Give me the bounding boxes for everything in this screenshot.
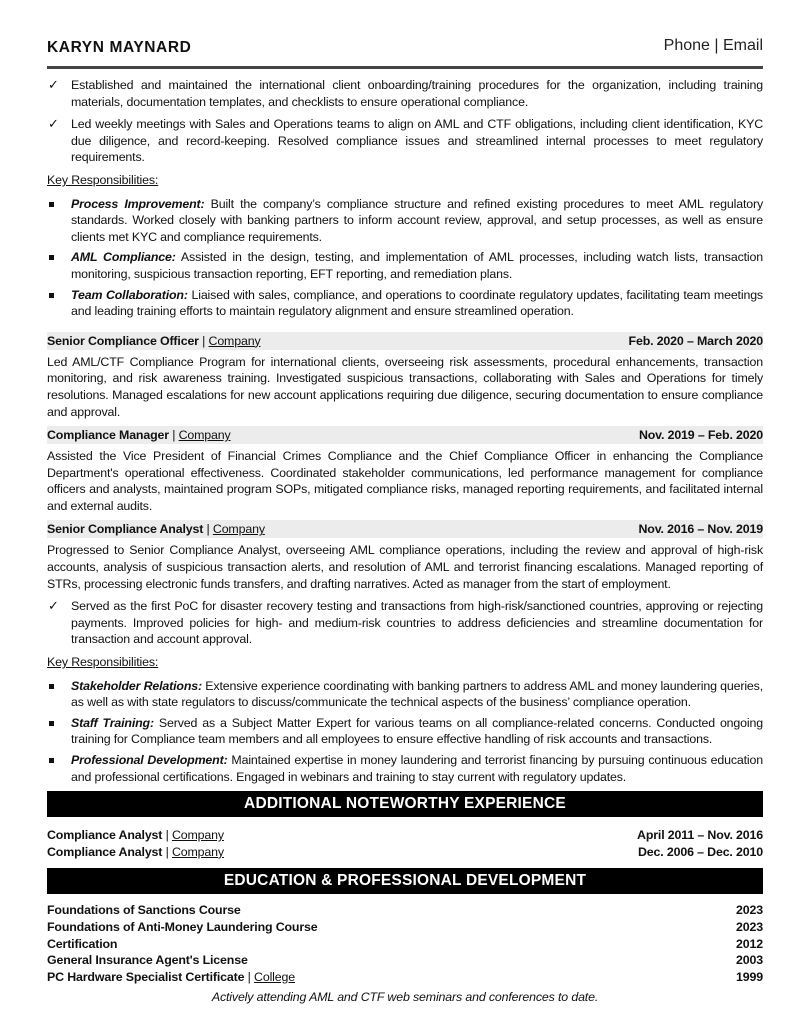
role-header [47, 426, 763, 444]
achievement-item [47, 116, 763, 166]
education-separator: | [244, 969, 255, 984]
education-row [47, 936, 763, 953]
responsibility-text: Served as a Subject Matter Expert for various teams on all compliance-related concerns. Conducted ongoing training for Compliance team members and all employees to ensure effective handling of risk accounts and transactions. [71, 715, 763, 747]
role-company: Company [178, 428, 231, 443]
responsibility-title: Professional Development: [71, 753, 228, 767]
checkmark-icon: ✓ [48, 598, 59, 614]
education-row [47, 902, 763, 919]
experience-dates: Dec. 2006 – Dec. 2010 [638, 844, 763, 859]
square-bullet-icon [49, 255, 54, 260]
education-title: PC Hardware Specialist Certificate [47, 969, 245, 984]
square-bullet-icon [49, 721, 54, 726]
achievement-text: Established and maintained the international client onboarding/training procedures for the organization, including training materials, documentation templates, and checklists to ensure operational compliance. [71, 78, 763, 109]
experience-row [47, 844, 763, 861]
education-row [47, 919, 763, 936]
education-title: Foundations of Sanctions Course [47, 903, 241, 918]
education-year: 2003 [736, 953, 763, 968]
education-note: Actively attending AML and CTF web seminars and conferences to date. [211, 990, 599, 1005]
experience-row [47, 827, 763, 844]
checkmark-icon: ✓ [48, 116, 59, 132]
role-summary: Progressed to Senior Compliance Analyst, overseeing AML compliance operations, including the review and approval of high-risk accounts, analysis of suspicious transaction alerts, and resolution of AML and terrorist financing escalations. Managed reporting of STRs, processing electronic funds transfers, and drafting narratives. Acted as manager from the start of employment. [47, 543, 763, 591]
candidate-name: KARYN MAYNARD [47, 39, 192, 56]
achievement-text: Served as the first PoC for disaster recovery testing and transactions from high-risk/sanctioned countries, approving or rejecting payments. Improved policies for high- and medium-risk countries to address deficiencies and streamline documentation for transaction and account approval. [71, 599, 763, 647]
additional-experience-heading: ADDITIONAL NOTEWORTHY EXPERIENCE [47, 791, 763, 817]
responsibility-item [47, 678, 763, 711]
responsibility-text: Built the company’s compliance structure and refined existing procedures to meet AML regulatory standards. Worked closely with banking partners to inform account review, approval, and setup processes, as well as ensure clients met KYC and compliance requirements. [71, 196, 763, 244]
role-separator: | [198, 333, 209, 348]
role-summary: Assisted the Vice President of Financial Crimes Compliance and the Chief Compliance Officer in enhancing the Compliance Department's operational effectiveness. Coordinated stakeholder communications, led performance management for compliance officers and analysts, maintained program SOPs, mitigated compliance risks, managed reporting requirements, and facilitated internal and external audits. [47, 449, 763, 513]
responsibility-item [47, 287, 763, 320]
role-company: Company [208, 333, 261, 348]
role-separator: | [203, 522, 213, 537]
experience-company: Company [171, 828, 224, 843]
role-dates: Feb. 2020 – March 2020 [628, 333, 763, 348]
education-heading: EDUCATION & PROFESSIONAL DEVELOPMENT [47, 868, 763, 894]
education-school: College [254, 969, 295, 984]
resume-header [47, 37, 763, 61]
key-responsibilities-heading: Key Responsibilities: [47, 655, 159, 670]
responsibility-title: Stakeholder Relations: [71, 678, 202, 693]
square-bullet-icon [49, 684, 54, 689]
experience-dates: April 2011 – Nov. 2016 [637, 828, 763, 843]
square-bullet-icon [49, 758, 54, 763]
education-year: 1999 [736, 969, 763, 984]
contact-info: Phone | Email [663, 37, 763, 54]
responsibility-item [47, 196, 763, 246]
education-row [47, 969, 763, 986]
role-summary: Led AML/CTF Compliance Program for international clients, overseeing risk assessments, procedural enhancements, transaction monitoring, and risk awareness training. Investigated suspicious transactions, collaborating with Sales and Operations for timely resolutions. Managed escalations for new account applications requiring due diligence, securing documentation to ensure compliance and approval. [47, 354, 763, 419]
responsibility-text: Extensive experience coordinating with banking partners to address AML and money laundering queries, as well as with state regulators to discuss/communicate the technical aspects of the business’ compliance operation. [71, 678, 763, 710]
education-row [47, 952, 763, 969]
responsibility-text: Liaised with sales, compliance, and operations to coordinate regulatory updates, facilitating team meetings and leading training efforts to maintain regulatory alignment and ensure streamlined operation. [71, 287, 763, 319]
responsibility-title: Process Improvement: [71, 196, 205, 211]
role-header [47, 332, 763, 350]
responsibility-item [47, 715, 763, 748]
education-title: Certification [47, 936, 118, 951]
role-title: Senior Compliance Officer [47, 333, 199, 348]
education-year: 2012 [736, 936, 763, 951]
role-dates: Nov. 2016 – Nov. 2019 [638, 522, 763, 537]
experience-separator: | [162, 844, 172, 859]
experience-company: Company [171, 844, 224, 859]
checkmark-icon: ✓ [48, 77, 59, 92]
role-separator: | [168, 428, 179, 443]
role-title: Compliance Manager [47, 428, 169, 443]
responsibility-item [47, 249, 763, 282]
achievement-item [47, 598, 763, 648]
square-bullet-icon [49, 293, 54, 298]
role-header [47, 520, 763, 538]
education-title: General Insurance Agent's License [47, 953, 248, 968]
experience-title: Compliance Analyst [47, 844, 163, 859]
education-title: Foundations of Anti-Money Laundering Course [47, 919, 318, 934]
responsibility-title: Team Collaboration: [71, 287, 188, 302]
responsibility-item [47, 752, 763, 785]
key-responsibilities-heading: Key Responsibilities: [47, 172, 159, 187]
role-title: Senior Compliance Analyst [47, 522, 204, 537]
role-dates: Nov. 2019 – Feb. 2020 [638, 428, 763, 443]
responsibility-text: Maintained expertise in money laundering and terrorist financing by pursuing continuous education and professional certifications. Engaged in webinars and training to stay current with regulatory updates. [71, 753, 763, 784]
achievement-text: Led weekly meetings with Sales and Operations teams to align on AML and CTF obligations, including client identification, KYC due diligence, and record-keeping. Resolved compliance issues and streamlined internal processes to meet regulatory requirements. [71, 117, 763, 165]
responsibility-text: Assisted in the design, testing, and implementation of AML processes, including watch lists, transaction monitoring, suspicious transaction reporting, EFT reporting, and remediation plans. [71, 250, 763, 281]
responsibility-title: Staff Training: [71, 715, 154, 730]
square-bullet-icon [49, 202, 54, 207]
header-divider [47, 66, 763, 69]
education-year: 2023 [736, 919, 763, 934]
role-company: Company [212, 522, 265, 537]
responsibility-title: AML Compliance: [71, 250, 176, 265]
education-year: 2023 [736, 903, 763, 918]
resume-body [47, 77, 763, 1006]
achievement-item [47, 77, 763, 110]
experience-title: Compliance Analyst [47, 828, 163, 843]
experience-separator: | [162, 828, 172, 843]
